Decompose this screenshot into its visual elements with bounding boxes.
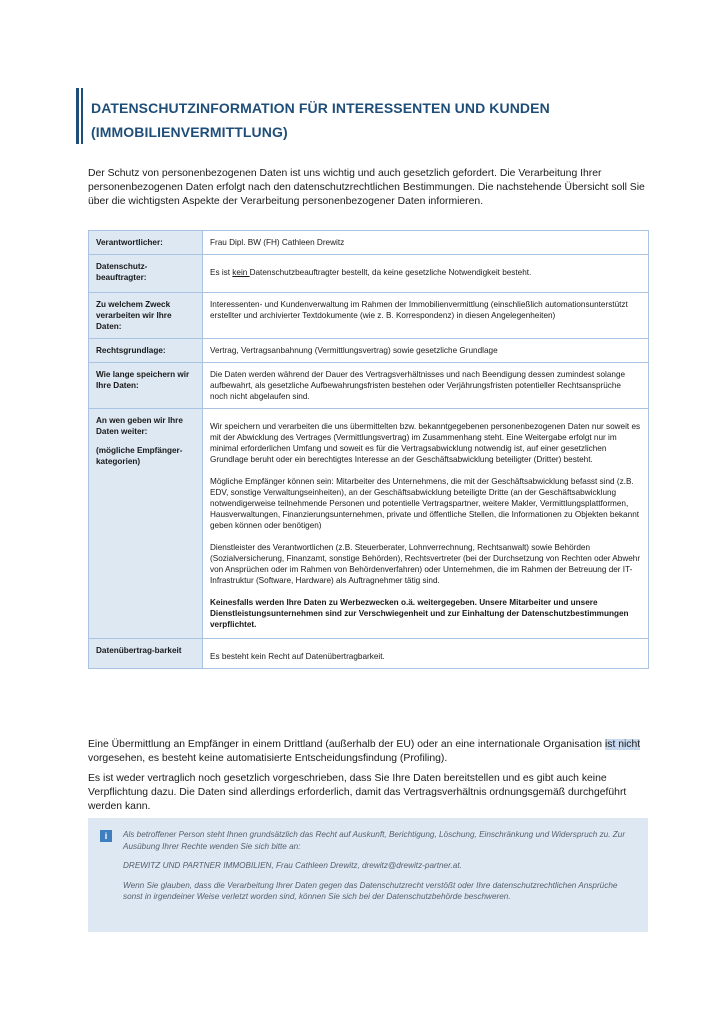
intro-paragraph: Der Schutz von personenbezogenen Daten ist uns wichtig und auch gesetzlich gefordert. Die Verarbeitung Ihrer personenbezogenen Daten erfolgt nach den datenschutzrechtlichen Bestimmungen. Die nachstehende Übersicht soll Sie über die wichtigsten Aspekte der Verarbeitung personenbezogener Daten informieren. <box>88 168 645 207</box>
table-row <box>89 409 649 639</box>
paragraph-text: Eine Übermittlung an Empfänger in einem Drittland (außerhalb der EU) oder an eine internationale Organisation <box>88 739 605 750</box>
privacy-info-table <box>88 230 649 669</box>
obligation-paragraph: Es ist weder vertraglich noch gesetzlich vorgeschrieben, dass Sie Ihre Daten bereitstellen und es gibt auch keine Verpflichtung dazu. Die Daten sind allerdings erforderlich, damit das Vertragsverhältnis ordnungsgemäß durchgeführt werden kann. <box>88 773 627 812</box>
value-paragraph-bold: Keinesfalls werden Ihre Daten zu Werbezwecken o.ä. weitergegeben. Unsere Mitarbeiter und unsere Dienstleistungsunternehmen sind zur Verschwiegenheit und zur Einhaltung der Datenschutzbestimmungen verpflichtet. <box>210 598 629 629</box>
row-value: Vertrag, Vertragsanbahnung (Vermittlungsvertrag) sowie gesetzliche Grundlage <box>203 339 649 363</box>
table-row <box>89 293 649 339</box>
value-text-underlined: kein <box>232 268 250 277</box>
row-label: Wie lange speichern wir Ihre Daten: <box>89 363 203 409</box>
table-row <box>89 255 649 293</box>
value-paragraph: Wir speichern und verarbeiten die uns übermittelten bzw. bekanntgegebenen personenbezogenen Daten nur soweit es mit der Abwicklung des Vertrages (Vermittlungsvertrag) im Zusammenhang steht. Eine Weitergabe erfolgt nur im minimal erforderlichen Umfang und soweit es für die Vertragsabwicklung notwendig ist, auf einer gesetzlichen Grundlage beruht oder ein berechtigtes Interesse an der Geschäftsabwicklung beteiligter (Dritter) besteht. <box>210 422 641 464</box>
value-paragraph: Dienstleister des Verantwortlichen (z.B. Steuerberater, Lohnverrechnung, Rechtsanwalt) sowie Behörden (Sozialversicherung, Finanzamt, sonstige Behörden), Rechtsvertreter (bei der Durchsetzung von Rechten oder Abwehr von Ansprüchen oder im Rahmen von Behördenverfahren) oder Unternehmen, die im Rahmen der Betreuung der IT-Infrastruktur (Software, Hardware) als Auftragnehmer tätig sind. <box>210 543 641 585</box>
notice-paragraph: Als betroffener Person steht Ihnen grundsätzlich das Recht auf Auskunft, Berichtigung, Löschung, Einschränkung und Widerspruch zu. Zur Ausübung Ihrer Rechte wenden Sie sich bitte an: <box>123 830 626 851</box>
table-row <box>89 339 649 363</box>
row-label: Datenübertrag-barkeit <box>89 639 203 669</box>
row-value: Die Daten werden während der Dauer des Vertragsverhältnisses und nach Beendigung dessen zumindest solange aufbewahrt, als gesetzliche Aufbewahrungsfristen bestehen oder Verjährungsfristen potentieller Rechtsansprüche noch nicht abgelaufen sind. <box>203 363 649 409</box>
row-value <box>203 409 649 639</box>
notice-contact: DREWITZ UND PARTNER IMMOBILIEN, Frau Cathleen Drewitz, drewitz@drewitz-partner.at. <box>123 861 462 870</box>
row-value: Interessenten- und Kundenverwaltung im Rahmen der Immobilienvermittlung (einschließlich automationsunterstützt erstellter und archivierter Textdokumente (wie z. B. Korrespondenz) in diesen Angelegenheiten) <box>203 293 649 339</box>
row-label: Verantwortlicher: <box>89 231 203 255</box>
accent-bar <box>81 88 83 144</box>
accent-bar <box>76 88 79 144</box>
label-text: An wen geben wir Ihre Daten weiter: <box>96 416 183 436</box>
value-text: Es ist <box>210 268 233 277</box>
value-paragraph: Mögliche Empfänger können sein: Mitarbeiter des Unternehmens, die mit der Geschäftsabwicklung befasst sind (z.B. EDV, sonstige Verwaltungseinheiten), an der Geschäftsabwicklung beteiligte Dritte (an der Geschäftsabwicklung notwendigerweise teilnehmende Personen und potentielle Vertragspartner, weitere Makler, Vermittlungsplattformen, Hausverwaltungen, Finanzierungsunternehmen, private und öffentliche Stellen, die Informationen zu Objekten bekannt geben können oder benötigen) <box>210 477 640 530</box>
info-icon: i <box>100 830 112 842</box>
label-subtext: (mögliche Empfänger-kategorien) <box>96 446 183 466</box>
notice-paragraph: Wenn Sie glauben, dass die Verarbeitung Ihrer Daten gegen das Datenschutzrecht verstößt oder Ihre datenschutzrechtlichen Ansprüche sonst in irgendeiner Weise verletzt worden sind, können Sie sich bei der Datenschutzbehörde beschweren. <box>123 880 618 901</box>
table-row <box>89 639 649 669</box>
row-label <box>89 409 203 639</box>
row-label: Zu welchem Zweck verarbeiten wir Ihre Daten: <box>89 293 203 339</box>
row-label: Datenschutz-beauftragter: <box>89 255 203 293</box>
table-row <box>89 363 649 409</box>
row-value: Es besteht kein Recht auf Datenübertragbarkeit. <box>203 639 649 669</box>
row-label: Rechtsgrundlage: <box>89 339 203 363</box>
notice-text <box>123 829 633 911</box>
value-text: Datenschutzbeauftragter bestellt, da keine gesetzliche Notwendigkeit besteht. <box>249 268 532 277</box>
rights-notice-box <box>88 818 648 932</box>
paragraph-text: vorgesehen, es besteht keine automatisierte Entscheidungsfindung (Profiling). <box>88 753 448 764</box>
table-row <box>89 231 649 255</box>
row-value: Frau Dipl. BW (FH) Cathleen Drewitz <box>203 231 649 255</box>
row-value <box>203 255 649 293</box>
page-title: DATENSCHUTZINFORMATION FÜR INTERESSENTEN UND KUNDEN (IMMOBILIENVERMITTLUNG) <box>91 100 550 140</box>
transfer-paragraph <box>88 738 648 766</box>
after-table-section <box>88 738 648 820</box>
highlighted-text: ist nicht <box>604 739 641 750</box>
title-accent-bars <box>76 88 85 144</box>
